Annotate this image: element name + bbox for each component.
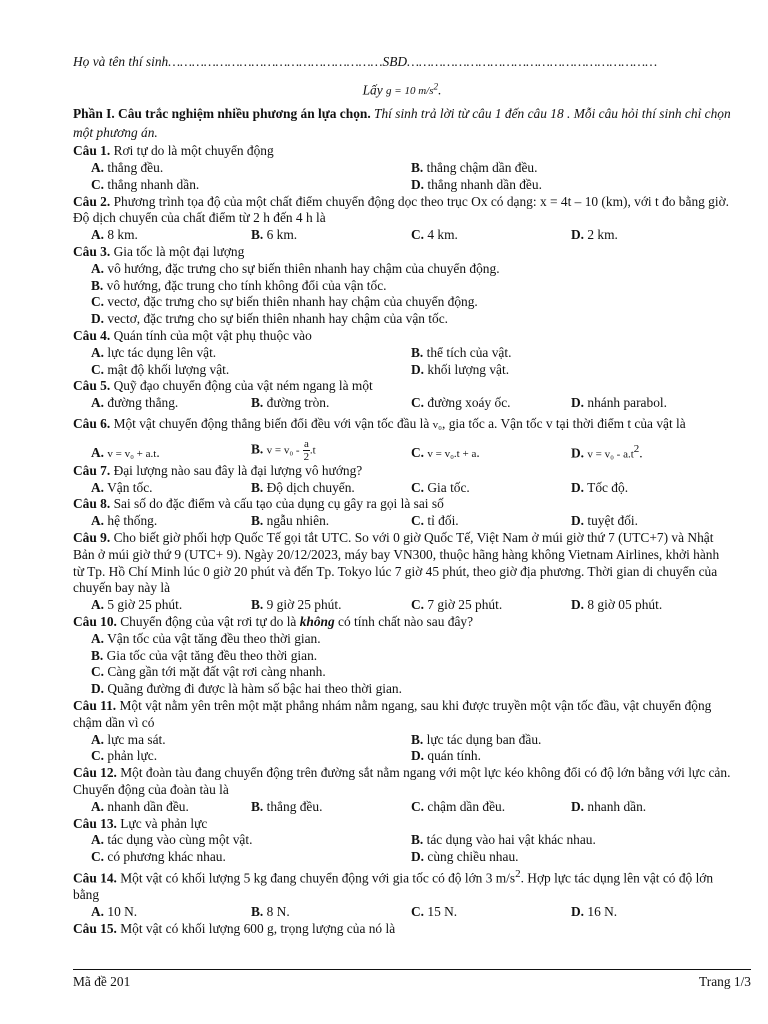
option-a[interactable]: A. vô hướng, đặc trưng cho sự biến thiên nhanh hay chậm của chuyển động. [91,260,500,276]
option-c[interactable]: C. 7 giờ 25 phút. [411,597,503,613]
option-a[interactable]: A. thẳng đều. [91,160,164,176]
options-q1 [73,160,731,177]
options-q3 [73,261,731,328]
page-footer [73,969,751,991]
option-a[interactable]: A. đường thẳng. [91,395,179,411]
option-d[interactable]: D. $v = v_0 - a.t^2$. [571,442,643,460]
question-6: Câu 6. Một vật chuyển động thẳng biến đổi đều với vận tốc đầu là v₀, gia tốc a. Vận tốc v tại thời điểm t của vật là [73,416,686,431]
option-a[interactable]: A. 5 giờ 25 phút. [91,597,183,613]
question-8: Câu 8. Sai số do đặc điểm và cấu tạo của dụng cụ gây ra gọi là sai số [73,496,444,512]
question-2: Câu 2. Phương trình tọa độ của một chất điểm chuyển động dọc theo trục Ox có dạng: x = 4t – 10 (km), với t đo bằng giờ. Độ dịch chuyển của chất điểm từ 2 h đến 4 h là [73,193,730,226]
question-4: Câu 4. Quán tính của một vật phụ thuộc vào [73,328,312,344]
option-c[interactable]: C. thẳng nhanh dần. [91,176,200,192]
option-b[interactable]: B. thẳng chậm dần đều. [411,160,538,176]
candidate-info-line: Họ và tên thí sinh………………………………………………SBD……………………………………………………… [73,54,658,69]
question-5: Câu 5. Quỹ đạo chuyển động của vật ném ngang là một [73,378,373,394]
options-q8 [73,513,731,530]
option-b[interactable]: B. 8 N. [251,903,290,919]
option-d[interactable]: D. quán tính. [411,748,481,764]
option-a[interactable]: A. nhanh dần đều. [91,798,189,814]
option-b[interactable]: B. thể tích của vật. [411,344,512,360]
option-b[interactable]: B. 6 km. [251,227,298,243]
option-b[interactable]: B. tác dụng vào hai vật khác nhau. [411,832,596,848]
option-b[interactable]: B. vô hướng, đặc trung cho tính không đổi của vận tốc. [91,277,387,293]
option-c[interactable]: C. chậm dần đều. [411,798,506,814]
options-q1 [73,177,731,194]
option-b[interactable]: B. lực tác dụng ban đầu. [411,731,542,747]
option-a[interactable]: A. Vận tốc. [91,479,153,495]
given-constant: Lấy g = 10 $m/s^2$. [362,81,442,98]
option-d[interactable]: D. thẳng nhanh dần đều. [411,176,542,192]
question-13: Câu 13. Lực và phản lực [73,815,208,831]
option-a[interactable]: A. lực tác dụng lên vật. [91,344,217,360]
option-c[interactable]: C. đường xoáy ốc. [411,395,511,411]
option-c[interactable]: C. 4 km. [411,227,458,243]
option-c[interactable]: C. 15 N. [411,903,458,919]
option-b[interactable]: B. thẳng đều. [251,798,323,814]
fraction: $\frac{a}{2}$ [303,437,310,463]
option-d[interactable]: D. 2 km. [571,227,618,243]
question-3: Câu 3. Gia tốc là một đại lượng [73,244,245,260]
question-10: Câu 10. Chuyển động của vật rơi tự do là không có tính chất nào sau đây? [73,613,474,629]
option-b[interactable]: B. 9 giờ 25 phút. [251,597,342,613]
options-q5 [73,395,731,412]
options-q13 [73,849,731,866]
question-14: Câu 14. Một vật có khối lượng 5 kg đang chuyển động với gia tốc có độ lớn 3 $m/s^2$. Hợp lực tác dụng lên vật có độ lớn bằng [73,867,714,903]
option-b[interactable]: B. đường tròn. [251,395,330,411]
option-c[interactable]: C. vectơ, đặc trưng cho sự biến thiên nhanh hay chậm của chuyển động. [91,294,478,310]
option-a[interactable]: A. v = v₀ + a.t. [91,445,160,460]
option-c[interactable]: C. v = v₀.t + a. [411,445,480,460]
options-q11 [73,748,731,765]
options-q14 [73,904,731,921]
option-d[interactable]: D. khối lượng vật. [411,361,510,377]
option-a[interactable]: A. Vận tốc của vật tăng đều theo thời gian. [91,630,321,646]
option-c[interactable]: C. có phương khác nhau. [91,849,226,865]
option-c[interactable]: C. mật độ khối lượng vật. [91,361,230,377]
options-q10 [73,631,731,698]
option-d[interactable]: D. Tốc độ. [571,479,629,495]
options-q4 [73,345,731,362]
options-q6 [73,438,731,463]
option-d[interactable]: D. cùng chiều nhau. [411,849,519,865]
question-12: Câu 12. Một đoàn tàu đang chuyển động trên đường sắt nằm ngang với một lực kéo không đổi có độ lớn bằng với lực cản. Chuyển động của đoàn tàu là [73,765,731,797]
exam-content [73,54,731,938]
option-a[interactable]: A. tác dụng vào cùng một vật. [91,832,253,848]
options-q9 [73,597,731,614]
options-q7 [73,480,731,497]
option-a[interactable]: A. 10 N. [91,903,138,919]
option-b[interactable]: B. ngẫu nhiên. [251,513,330,529]
exam-code: Mã đề 201 [73,974,131,989]
question-15: Câu 15. Một vật có khối lượng 600 g, trọng lượng của nó là [73,920,396,936]
option-b[interactable]: B. Gia tốc của vật tăng đều theo thời gian. [91,647,318,663]
option-d[interactable]: D. Quãng đường đi được là hàm số bậc hai theo thời gian. [91,681,402,697]
option-d[interactable]: D. 8 giờ 05 phút. [571,597,663,613]
option-d[interactable]: D. vectơ, đặc trưng cho sự biến thiên nhanh hay chậm của vận tốc. [91,311,449,327]
option-a[interactable]: A. 8 km. [91,227,138,243]
options-q2 [73,227,731,244]
options-q11 [73,732,731,749]
question-7: Câu 7. Đại lượng nào sau đây là đại lượng vô hướng? [73,462,363,478]
option-a[interactable]: A. hệ thống. [91,513,158,529]
option-c[interactable]: C. tỉ đối. [411,513,459,529]
option-c[interactable]: C. Càng gần tới mặt đất vật rơi càng nhanh. [91,664,326,680]
options-q13 [73,832,731,849]
option-c[interactable]: C. phản lực. [91,748,158,764]
question-11: Câu 11. Một vật nằm yên trên một mặt phẳng nhám nằm ngang, sau khi được truyền một vận tốc đầu, vật chuyển động chậm dần vì có [73,697,712,730]
option-a[interactable]: A. lực ma sát. [91,731,166,747]
options-q4 [73,362,731,379]
options-q12 [73,799,731,816]
option-b[interactable]: B. v = v₀ - $\frac{a}{2}$ .t [251,437,316,463]
option-c[interactable]: C. Gia tốc. [411,479,470,495]
option-b[interactable]: B. Độ dịch chuyển. [251,479,355,495]
option-d[interactable]: D. tuyệt đối. [571,513,638,529]
page-number: Trang 1/3 [699,974,751,989]
option-d[interactable]: D. nhanh dần. [571,798,647,814]
option-d[interactable]: D. 16 N. [571,903,618,919]
option-d[interactable]: D. nhánh parabol. [571,395,667,411]
part-title: Phần I. Câu trắc nghiệm nhiều phương án lựa chọn. Thí sinh trả lời từ câu 1 đến câu 18 . Mỗi câu hỏi thí sinh chỉ chọn một phương án. [73,106,731,141]
question-1: Câu 1. Rơi tự do là một chuyển động [73,143,274,159]
question-9: Câu 9. Cho biết giờ phối hợp Quốc Tế gọi tắt UTC. So với 0 giờ Quốc Tế, Việt Nam ở múi giờ thứ 7 (UTC+7) và Nhật Bản ở múi giờ thứ 9 (UTC+ 9). Ngày 20/12/2023, máy bay VN300, thuộc hãng hàng không Vietnam Airlines, khởi hành từ Tp. Hồ Chí Minh lúc 0 giờ 20 phút và đến Tp. Tokyo lúc 7 giờ 45 phút, theo giờ địa phương. Thời gian di chuyển của chuyến bay này là [73,529,720,596]
